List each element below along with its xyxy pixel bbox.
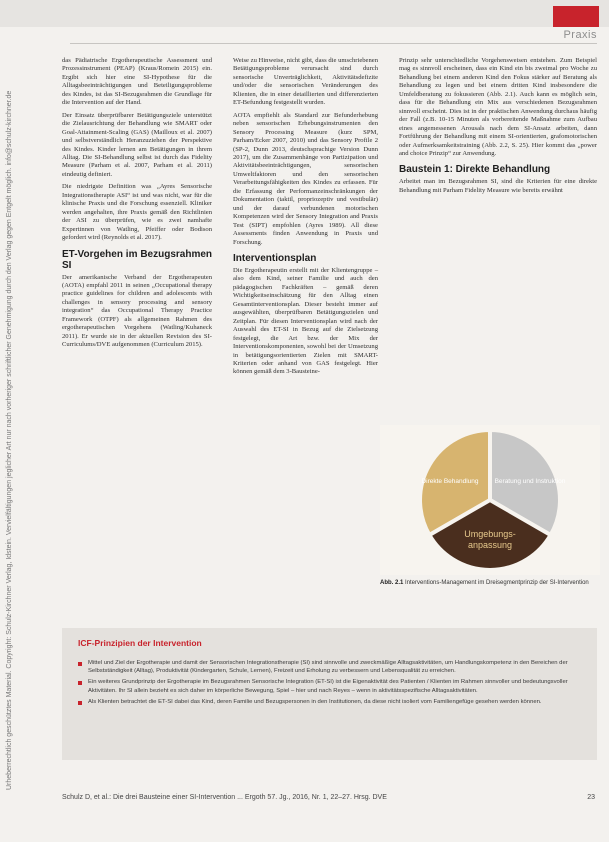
col2-paragraph-1: Weise zu Hinweise, nicht gibt, dass die umschriebenen Betätigungsprobleme verursacht sind durch sensorische Unverträglichkeit, Aktivitätsdefizite und/oder die sensorischen Veränderungen des Klienten, die in einer detaillierten und differenzierten ET-Befundung festgestellt wurden. [233, 57, 378, 107]
segment-label-bottom-line2: anpassung [467, 540, 513, 550]
segment-label-right: Beratung und Instruktion [494, 478, 566, 485]
segment-label-left: Direkte Behandlung [421, 478, 479, 485]
icf-item: Als Klienten betrachtet die ET-SI dabei das Kind, deren Familie und Bezugspersonen in den Institutionen, da diese nicht isoliert vom Familiengefüge gesehen werden können. [78, 698, 583, 706]
col3-paragraph-2: Arbeitet man im Bezugsrahmen SI, sind die Kriterien für eine direkte Behandlung mit Parham Fidelity Measure wie bereits erwähnt [399, 178, 597, 194]
icf-title: ICF-Prinzipien der Intervention [78, 638, 202, 648]
col1-paragraph-2: Der Einsatz überprüfbarer Betätigungsziele unterstützt die Zielausrichtung der Behandlung wie SMART oder Goal-Attainment-Scaling (GAS) (Mailloux et al. 2007) und selbstverständlich Heranzuziehen der Perspektive des Kindes. Kinder lernen am Betätigungen in ihrem Alltag. Die SI-Behandlung selbst ist durch das Fidelity Measure (Parham et al. 2007, Parham et al. 2011) eindeutig definiert. [62, 111, 212, 178]
segment-label-bottom-line1: Umgebungs- [464, 529, 516, 539]
caption-label: Abb. 2.1 [380, 580, 404, 586]
icf-item: Mittel und Ziel der Ergotherapie und damit der Sensorischen Integrationstherapie (SI) sind sinnvolle und zweckmäßige Alltagsaktivitäten, um Handlungskompetenz in den Bereichen der Selbstständigkeit (Alltag), Produktivität (Kindergarten, Schule, Lernen), Freizeit und Erholung zu verbessern und Lebensqualität zu erreichen. [78, 659, 583, 675]
figure-caption [380, 580, 600, 588]
accent-block [553, 6, 599, 27]
col1-paragraph-1: das Pädiatrische Ergotherapeutische Assessment und Prozessinstrument (PEAP) (Kraus/Romein 2015) ein. Ergibt sich hier eine SI-Hypothese für die Alltagsbeeinträchtigungen und Beteiligungsprobleme des Kindes, ist das SI-Bezugsrahmen die Grundlage für die Intervention auf der Hand. [62, 57, 212, 107]
heading-interventionsplan: Interventionsplan [233, 252, 317, 264]
col1-paragraph-3: Die niedrigste Definition was „Ayres Sensorische Integrationstherapie ASI“ ist und was nicht, war für die klinische Praxis und die Forschung essenziell. Kliniker werden angehalten, ihre Praxis gemäß den Richtlinien der ASI zu überprüfen, wie es zwei namhafte Expertinnen von Watling, Pfeiffer oder Bodison gefordert wird (Reynolds et al. 2017). [62, 183, 212, 242]
column-1 [62, 57, 212, 354]
header-rule [70, 43, 597, 44]
column-2 [233, 57, 378, 381]
column-3 [399, 57, 597, 199]
heading-baustein-1: Baustein 1: Direkte Behandlung [399, 164, 551, 176]
col2-paragraph-2: AOTA empfiehlt als Standard zur Befunderhebung neben sensorischen Erhebungsinstrumenten den Sensory Processing Measure (kurz SPM, Parham/Ecker 2007, 2010) und das Sensory Profile 2 (SP-2, Dunn 2013, deutschsprachige Version Dunn 2017), um die Zusammenhänge von Partizipation und Aktivitätsbeeinträchtigungen, sensorischen Umweltfaktoren und den sensorischen Verarbeitungsfähigkeiten des Kindes zu erfassen. Für die Erfassung der Performanzeinschränkungen der Dokumentation (taktil, propriozeptiv und vestibulär) und der darauf verbundenen motorischen Kompetenzen wird der Sensory Integration and Praxis Test (SIPT) empfohlen (Ayres 1989). All diese Assessments finden Anwendung in Praxis und Forschung. [233, 111, 378, 246]
top-bar [0, 0, 609, 27]
page-number: 23 [587, 794, 595, 801]
figure-three-segment-diagram [380, 425, 600, 575]
col1-paragraph-4: Der amerikanische Verband der Ergotherapeuten (AOTA) empfahl 2011 in seinen „Occupational therapy practice guidelines for children and adolescents with challenges in sensory processing and sensory integration“ das Occupational Therapy Practice Framework (OTPF) als allgemeinen Rahmen des ergotherapeutischen Vorgehens (Watling/Kuhaneck 2011). Er wurde sie in der aktuellen Revision des SI-Curriculums/DVE aufgenommen (Curriculum 2015). [62, 273, 212, 349]
heading-et-vorgehen: ET-Vorgehen im Bezugsrahmen SI [62, 248, 212, 271]
icf-list [78, 659, 583, 709]
copyright-notice: Urheberrechtlich geschütztes Material. Copyright: Schulz-Kirchner Verlag, Idstein. Vervielfältigungen jeglicher Art nur nach vorheriger schriftlicher Genehmigung durch den Verlag gegen Entgelt möglich. info@schulz-kirchner.de [6, 90, 13, 790]
col3-paragraph-1: Prinzip sehr unterschiedliche Vorgehensweisen entstehen. Zum Beispiel mag es sinnvoll erscheinen, dass ein Kind ein bis zweimal pro Woche zu Behandlung bei einem anderen Kind den Fokus stärker auf Beratung als Behandlung zu legen und bei einem dritten Kind insbesondere die Umfeldberatung zu fokussieren (Abb. 2.1). Auch kann es möglich sein, dass für die Behandlung ein Mix aus verschiedenen Bezugsrahmen sinnvoll erscheint. Dies ist in der praktischen Anwendung durchaus häufig der Fall (z.B. 10-15 Minuten als vorbereitende Maßnahme zum Aufbau eines angemessenen Arousals nach dem SI-Ansatz arbeiten, dann Fortführung der Behandlung mit einem SI-orientierten, grafomotorischen oder Aufmerksamkeitstraining (Abb. 2.2, S. 25). Hier kommt das „power and choice Prinzip“ zur Anwendung. [399, 57, 597, 157]
icf-box [62, 628, 597, 760]
col2-paragraph-3: Die Ergotherapeutin erstellt mit der Klientengruppe – also dem Kind, seiner Familie und auch den pädagogischen Fachkräften – gemäß deren Wichtigkeitseinschätzung für den Alltag einen Gesamtinterventionsplan. Dieser besteht immer auf ausgewählten, überprüfbaren Betätigungszielen und Zeitplan. Für diesen Interventionsplan wird nach der Auswahl des ET-SI in Bezug auf die Zielsetzung festgelegt, die Art bzw. der Mix der Interventionskomponenten, sowohl bei der Umsetzung in betätigungsorientierten Zielen mit SMART-Kriterien oder anhand von GAS festgelegt. Hier können gemäß dem 3-Bausteine- [233, 266, 378, 376]
section-title: Praxis [563, 29, 597, 41]
icf-item: Ein weiteres Grundprinzip der Ergotherapie im Bezugsrahmen Sensorische Integration (ET-SI) ist die Eigenaktivität des Patienten / Klienten im Rahmen sinnvoller und bedeutungsvoller Aktivitäten. Ihr SI allein bezieht es sich daher im körperliche Bewegung, Spiel – hier und nach Reyes – wenn in aktivitätsspezifische Alltagsaktivitäten. [78, 678, 583, 694]
footer-citation: Schulz D, et al.: Die drei Bausteine einer SI-Intervention ... Ergoth 57. Jg., 2016, Nr. 1, 22–27. Hrsg. DVE [62, 794, 387, 801]
caption-text: Interventions-Management im Dreisegmentprinzip der SI-Intervention [405, 580, 589, 586]
